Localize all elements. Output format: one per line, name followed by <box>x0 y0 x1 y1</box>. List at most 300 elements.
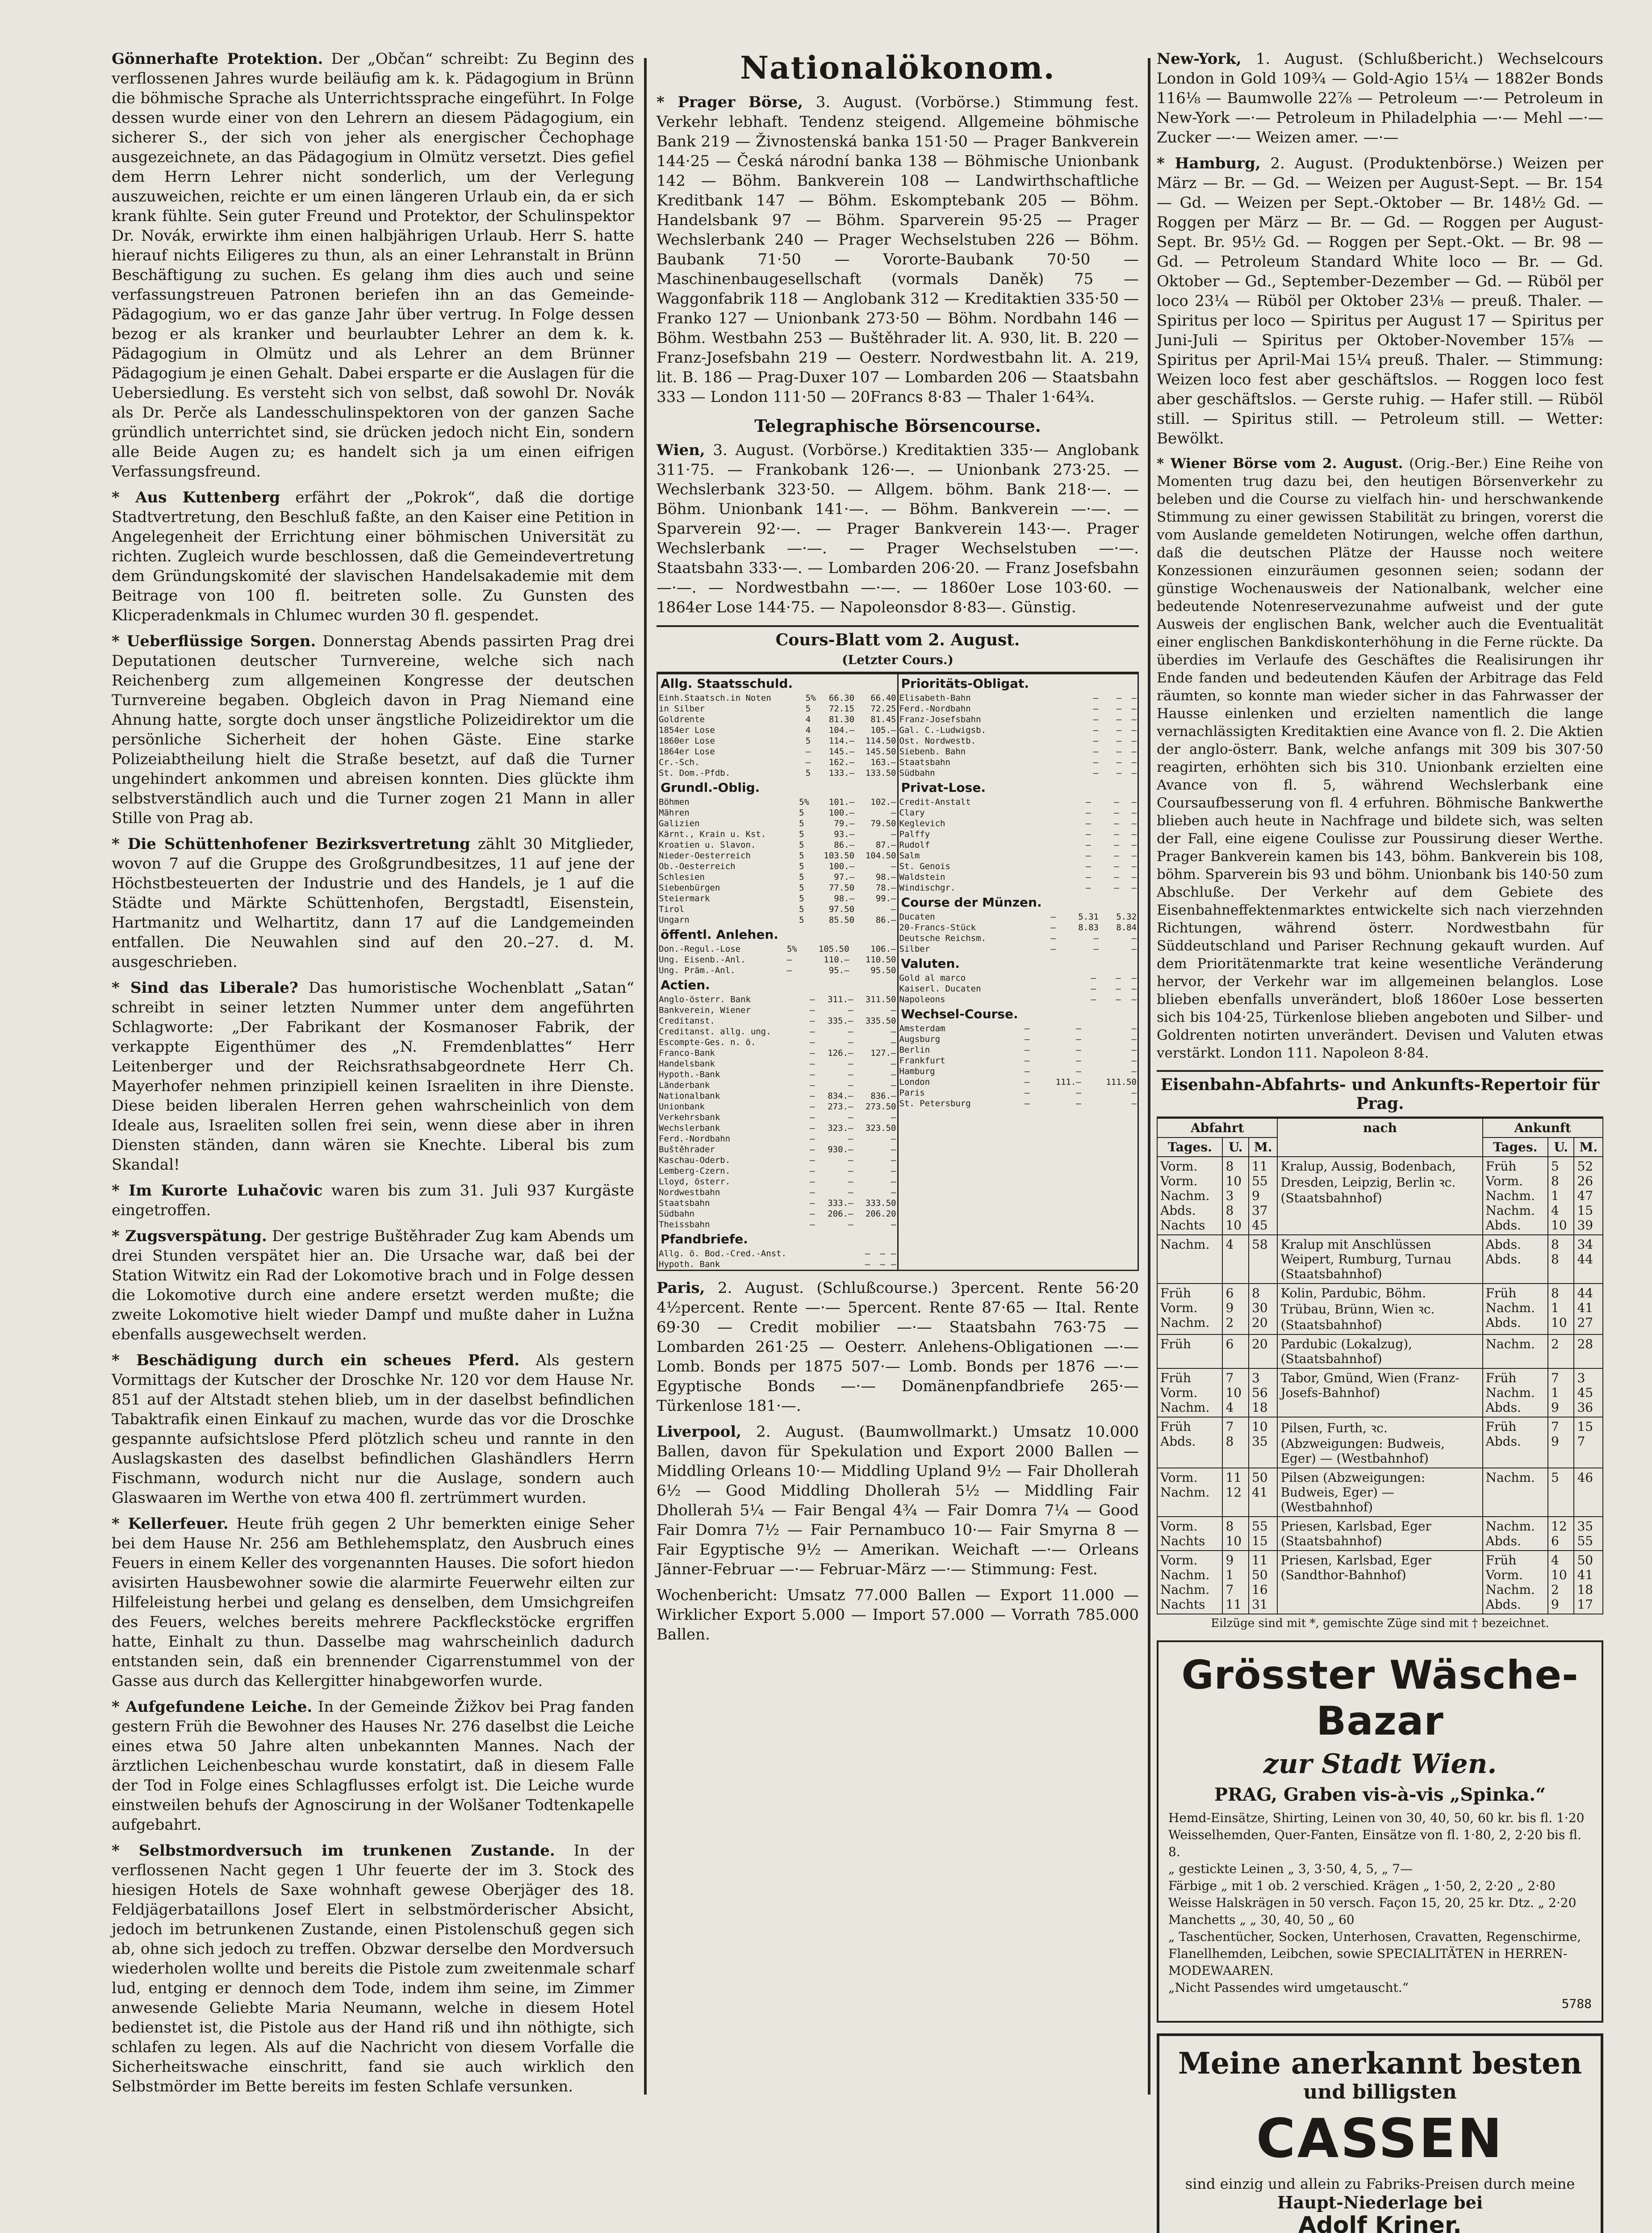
table-row <box>658 1176 897 1187</box>
rate-interest: — <box>810 1112 815 1122</box>
rate-ask: 86.— <box>875 915 896 925</box>
rate-interest: — <box>1086 808 1091 818</box>
table-row <box>658 1155 897 1166</box>
rate-interest: 5 <box>805 704 811 714</box>
arr-hour-value: 1 <box>1551 1188 1559 1203</box>
rate-name: Länderbank <box>659 1080 710 1090</box>
arr-minute <box>1574 1235 1603 1284</box>
rate-ask: — <box>891 1080 896 1090</box>
rate-name: Theissbahn <box>659 1220 710 1229</box>
rate-name: Ferd.-Nordbahn <box>899 704 971 714</box>
rate-ask: — <box>891 1220 896 1229</box>
rate-name: Anglo-österr. Bank <box>659 995 751 1004</box>
rate-ask: 72.25 <box>870 704 896 714</box>
article <box>112 488 634 625</box>
arr-day-value: Früh <box>1485 1371 1517 1385</box>
rate-interest: 5 <box>799 894 804 903</box>
rate-interest: — <box>1024 1077 1030 1087</box>
rate-interest: 5% <box>786 944 797 954</box>
table-row <box>658 1208 897 1219</box>
rate-ask: 81.45 <box>870 715 896 724</box>
route: Pilsen, Furth, ꝛc. (Abzweigungen: Budweis, Eger) — (Westbahnhof) <box>1277 1417 1482 1468</box>
rate-bid: — <box>848 1177 853 1187</box>
rate-ask: — <box>1131 768 1137 778</box>
rate-group-table <box>658 944 897 976</box>
rate-ask: — <box>1131 693 1137 703</box>
rate-bid: 335.— <box>828 1016 853 1026</box>
article-title: * Zugsverspätung. <box>112 1227 267 1245</box>
dep-hour-value: 10 <box>1225 1385 1242 1400</box>
table-row <box>658 1069 897 1080</box>
train-row <box>1157 1368 1603 1417</box>
arr-day-value: Vorm. <box>1485 1568 1523 1582</box>
dep-day-value: Nachm. <box>1160 1582 1210 1597</box>
table-row <box>658 1091 897 1101</box>
table-row <box>899 1055 1138 1066</box>
article-title: * Kellerfeuer. <box>112 1515 229 1533</box>
rate-interest: 4 <box>805 715 811 724</box>
rate-bid: 104.— <box>828 725 855 735</box>
route: Priesen, Karlsbad, Eger (Sandthor-Bahnhof) <box>1277 1551 1482 1614</box>
arr-day <box>1483 1284 1548 1334</box>
column-economy <box>657 49 1139 1651</box>
arr-hour-value: 10 <box>1551 1218 1567 1233</box>
newyork-report: New-York, 1. August. (Schlußbericht.) Wechselcours London in Gold 109¾ — Gold-Agio 15¼ — 1882er Bonds 116⅛ — Baumwolle 22⅞ — Petroleum —·— Petroleum in New-York —·— Petroleum in Philadelphia —·— Mehl —·— Zucker —·— Weizen amer. —·— <box>1157 50 1603 146</box>
rate-ask: — <box>1131 883 1137 893</box>
train-row <box>1157 1468 1603 1517</box>
rate-interest: — <box>810 1048 815 1058</box>
rate-ask: — <box>1131 995 1137 1004</box>
dep-hour-value: 9 <box>1225 1300 1234 1315</box>
rate-interest: 5 <box>799 808 804 818</box>
table-row <box>899 829 1138 840</box>
rate-name: Keglevich <box>899 819 945 828</box>
table-row <box>658 1037 897 1048</box>
dep-hour-value: 9 <box>1225 1553 1234 1568</box>
arr-day-value: Früh <box>1485 1419 1517 1434</box>
dep-hour <box>1222 1368 1248 1417</box>
rate-ask: — <box>891 1249 896 1259</box>
rate-interest: — <box>810 1220 815 1229</box>
rate-ask: — <box>1131 1099 1137 1108</box>
ad-name: Adolf Kriner. <box>1298 2212 1462 2233</box>
dep-hour <box>1222 1417 1248 1468</box>
dep-minute-value: 20 <box>1251 1315 1268 1330</box>
article <box>112 631 634 828</box>
header-day: Tages. <box>1157 1137 1222 1157</box>
table-row <box>658 1101 897 1112</box>
rate-name: Schlesien <box>659 872 705 882</box>
rate-ask: 102.— <box>870 797 896 807</box>
rate-interest: — <box>1093 768 1099 778</box>
arr-minute-value: 50 <box>1577 1553 1593 1568</box>
table-row <box>899 797 1138 807</box>
rate-bid: 111.— <box>1055 1077 1081 1087</box>
train-row <box>1157 1517 1603 1551</box>
rate-bid: 145.— <box>828 747 855 757</box>
arr-day-value: Nachm. <box>1485 1519 1535 1534</box>
dep-day <box>1157 1334 1222 1368</box>
rate-ask: — <box>1131 715 1137 724</box>
rate-bid: — <box>1114 840 1119 850</box>
rate-name: St. Genois <box>899 861 950 871</box>
rate-bid: — <box>1114 883 1119 893</box>
arr-day-value: Nachm. <box>1485 1300 1535 1315</box>
column-local-news <box>112 49 634 2103</box>
rate-interest: — <box>1050 944 1056 954</box>
rate-ask: — <box>891 1059 896 1069</box>
rate-name: Hypoth.-Bank <box>659 1070 720 1079</box>
table-row <box>658 714 897 725</box>
arr-minute <box>1574 1284 1603 1334</box>
arr-minute-value: 47 <box>1577 1188 1593 1203</box>
rate-name: Palffy <box>899 829 930 839</box>
article-text: erfährt der „Pokrok“, daß die dortige Stadtvertretung, den Beschluß faßte, an den Kaiser eine Petition in Angelegenheit der Errichtung einer böhmischen Universität zu richten. Zugleich wurde beschlossen, daß die Gemeindevertretung dem Gründungskomité der slavischen Handelsakademie mit dem Beitrage von 100 fl. beitreten solle. Zu Gunsten des Klicperadenkmals in Chlumec wurden 30 fl. gespendet. <box>112 489 634 624</box>
rate-name: Mähren <box>659 808 690 818</box>
dep-hour-value: 3 <box>1225 1188 1234 1203</box>
rate-interest: — <box>1086 840 1091 850</box>
rate-bid: 95.— <box>828 966 849 975</box>
rate-bid: — <box>848 1166 853 1176</box>
arr-hour-value: 8 <box>1551 1286 1559 1300</box>
rate-name: Gold al marco <box>899 973 966 983</box>
rate-interest: 5 <box>805 736 811 746</box>
rate-interest: — <box>810 1209 815 1219</box>
rate-interest: — <box>810 995 815 1004</box>
rate-ask: 836.— <box>870 1091 896 1101</box>
table-row <box>899 725 1138 736</box>
rate-name: Lloyd, österr. <box>659 1177 731 1187</box>
arr-minute-value: 39 <box>1577 1218 1593 1233</box>
rate-group-title: Grundl.-Oblig. <box>661 780 760 795</box>
dep-day-value: Vorm. <box>1160 1159 1198 1174</box>
dep-hour-value: 4 <box>1225 1400 1234 1415</box>
rate-name: Paris <box>899 1088 925 1098</box>
dep-hour-value: 11 <box>1225 1470 1242 1485</box>
rate-interest: — <box>1093 747 1099 757</box>
arr-minute <box>1574 1157 1603 1235</box>
rate-bid: — <box>1114 872 1119 882</box>
dep-hour <box>1222 1551 1248 1614</box>
arr-day-value: Nachm. <box>1485 1470 1535 1485</box>
arr-day-value: Nachm. <box>1485 1188 1535 1203</box>
rate-ask: 87.— <box>875 840 896 850</box>
rate-ask: 333.50 <box>865 1198 896 1208</box>
arr-day <box>1483 1517 1548 1551</box>
rate-group-table <box>899 973 1138 1005</box>
arr-hour <box>1548 1334 1574 1368</box>
rate-bid: — <box>1116 725 1122 735</box>
rate-interest: 5% <box>799 797 809 807</box>
arr-day-value: Nachm. <box>1485 1337 1535 1351</box>
dep-day <box>1157 1157 1222 1235</box>
rate-name: Allg. ö. Bod.-Cred.-Anst. <box>659 1249 786 1259</box>
rate-group-title: Pfandbriefe. <box>661 1232 748 1246</box>
rate-interest: 5 <box>799 872 804 882</box>
rate-interest: — <box>1024 1034 1030 1044</box>
rate-ask: 79.50 <box>870 819 896 828</box>
arr-day <box>1483 1551 1548 1614</box>
arr-day <box>1483 1368 1548 1417</box>
rate-bid: — <box>1116 768 1122 778</box>
rate-bid: 86.— <box>834 840 855 850</box>
rate-ask: — <box>1131 851 1137 861</box>
rate-name: 1860er Lose <box>659 736 715 746</box>
rate-ask: — <box>1131 840 1137 850</box>
rate-name: Escompte-Ges. n. ö. <box>659 1037 756 1047</box>
arr-day-value: Nachm. <box>1485 1385 1535 1400</box>
arr-hour-value: 9 <box>1551 1434 1559 1449</box>
arr-hour-value: 4 <box>1551 1203 1559 1218</box>
rate-ask: 206.20 <box>865 1209 896 1219</box>
rate-interest: — <box>810 1005 815 1015</box>
dep-minute-value: 56 <box>1251 1385 1268 1400</box>
arr-hour-value: 12 <box>1551 1519 1567 1534</box>
arr-day-value: Abds. <box>1485 1252 1521 1267</box>
rate-name: Franco-Bank <box>659 1048 715 1058</box>
table-row <box>658 954 897 965</box>
dep-minute <box>1249 1468 1277 1517</box>
article-text: Der „Občan“ schreibt: Zu Beginn des verflossenen Jahres wurde beiläufig am k. k. Pädagogium in Brünn die böhmische Sprache als Unterrichtssprache eingeführt. In Folge dessen wurde einer von den Lehrern an diesem Pädagogium, ein sicherer S., der sich von jeher als energischer Čechophage ausgezeichnete, an das Pädagogium in Olmütz versetzt. Dies gefiel dem Herrn Lehrer nicht sonderlich, um der Verlegung auszuweichen, reichte er um einen längeren Urlaub ein, da er sich krank fühlte. Sein guter Freund und Protektor, der Schulinspektor Dr. Novák, erwirkte ihm einen halbjährigen Urlaub. Herr S. hatte hierauf nichts Eiligeres zu thun, als an einer Lehranstalt in Brünn Beschäftigung zu suchen. Es gelang ihm dies auch und seine verfassungstreuen Patronen beriefen ihn an das Gemeinde-Pädagogium, wo er das ganze Jahr über vertrug. In Folge dessen bezog er als kranker und beurlaubter Lehrer an dem k. k. Pädagogium in Olmütz und als Lehrer an dem Brünner Pädagogium je einen Gehalt. Dabei ersparte er die Auslagen für die Uebersiedlung. Es versteht sich von selbst, daß sowohl Dr. Novák als Dr. Perče als Landesschulinspektoren von der ganzen Sache gründlich unterrichtet sind, sie drücken jedoch nicht Ein, sondern alle Beide Augen zu; es handelt sich ja um einen eifrigen Verfassungsfreund. <box>112 50 635 481</box>
dep-hour-value: 7 <box>1225 1419 1234 1434</box>
arr-day-value: Abds. <box>1485 1237 1521 1252</box>
article <box>112 1226 634 1344</box>
rate-name: Frankfurt <box>899 1056 945 1066</box>
arr-minute-value: 45 <box>1577 1385 1593 1400</box>
train-row <box>1157 1417 1603 1468</box>
rate-bid: 98.— <box>834 894 855 903</box>
table-row <box>658 915 897 925</box>
rate-interest: — <box>810 1188 815 1197</box>
rate-name: Goldrente <box>659 715 705 724</box>
arr-hour <box>1548 1284 1574 1334</box>
rate-name: Hypoth. Bank <box>659 1259 720 1269</box>
rate-bid: 114.— <box>828 736 855 746</box>
table-row <box>658 840 897 850</box>
dep-day-value: Abds. <box>1160 1434 1196 1449</box>
rate-name: Galizien <box>659 819 700 828</box>
rate-bid: — <box>1116 747 1122 757</box>
dep-minute-value: 16 <box>1251 1582 1268 1597</box>
article <box>112 1351 634 1508</box>
table-row <box>658 1187 897 1198</box>
arr-hour-value: 5 <box>1551 1470 1559 1485</box>
route: Priesen, Karlsbad, Eger (Staatsbahnhof) <box>1277 1517 1482 1551</box>
dep-day <box>1157 1551 1222 1614</box>
arr-day-value: Früh <box>1485 1286 1517 1300</box>
arr-day-value: Abds. <box>1485 1534 1521 1548</box>
rate-interest: 5 <box>799 904 804 914</box>
dep-hour-value: 10 <box>1225 1174 1242 1188</box>
arr-hour-value: 7 <box>1551 1419 1559 1434</box>
rate-ask: — <box>891 861 896 871</box>
arr-minute-value: 41 <box>1577 1568 1593 1582</box>
rate-group-title: Wechsel-Course. <box>901 1007 1018 1021</box>
rate-ask: 323.50 <box>865 1123 896 1133</box>
dep-minute-value: 30 <box>1251 1300 1268 1315</box>
table-row <box>899 693 1138 703</box>
table-row <box>658 807 897 818</box>
table-row <box>899 850 1138 861</box>
article-text: zählt 30 Mitglieder, wovon 7 auf die Gruppe des Großgrundbesitzes, 11 auf jene der Höchstbesteuerten der Industrie und des Handels, je 1 auf die Städte und Märkte Schüttenhofen, Bergstadtl, Eisenstein, Hartmanitz und Welhartitz, dann 17 auf die Landgemeinden entfallen. Die Neuwahlen sind auf den 20.–27. d. M. ausgeschrieben. <box>112 835 634 971</box>
arr-minute <box>1574 1368 1603 1417</box>
rate-ask: 104.50 <box>865 851 896 861</box>
rate-group-title: Prioritäts-Obligat. <box>901 676 1029 691</box>
arr-minute-value: 44 <box>1577 1252 1593 1267</box>
arr-hour-value: 4 <box>1551 1553 1559 1568</box>
table-row <box>899 882 1138 893</box>
article-text: Donnerstag Abends passirten Prag drei Deputationen deutscher Turnvereine, welche sich nach Reichenberg zum allgemeinen Kongresse der deutschen Turnvereine begaben. Obgleich davon in Prag Niemand eine Ahnung hatte, sorgte doch unser ängstliche Polizeidirektor um die persönliche Sicherheit der hohen Gäste. Eine starke Polizeiabtheilung hielt die Straße besetzt, auf daß die Turner ungehindert ankommen und abreisen konnten. Dies glückte ihm selbstverständlich auch und die Turner zogen 21 Mann in aller Stille von Prag ab. <box>112 632 634 827</box>
dep-minute-value: 50 <box>1251 1470 1268 1485</box>
rate-name: Salm <box>899 851 920 861</box>
rate-ask: — <box>1131 1024 1137 1033</box>
rate-name: Creditanst. <box>659 1016 715 1026</box>
article <box>112 1514 634 1691</box>
prague-exchange: * Prager Börse, 3. August. (Vorbörse.) Stimmung fest. Verkehr lebhaft. Tendenz steigend. Allgemeine böhmische Bank 219 — Živnostenská banka 151·50 — Prager Bankverein 144·25 — Česká národní banka 138 — Böhmische Unionbank 142 — Böhm. Bankverein 108 — Landwirthschaftliche Kreditbank 147 — Böhm. Eskomptebank 205 — Böhm. Handelsbank 97 — Böhm. Sparverein 95·25 — Prager Wechslerbank 240 — Prager Wechselstuben 226 — Böhm. Baubank 71·50 — Vororte-Baubank 70·50 — Maschinenbaugesellschaft (vormals Daněk) 75 — Waggonfabrik 118 — Anglobank 312 — Kreditaktien 335·50 — Franko 127 — Unionbank 273·50 — Böhm. Nordbahn 146 — Böhm. Westbahn 253 — Buštěhrader lit. A. 930, lit. B. 220 — Franz-Josefsbahn 219 — Oesterr. Nordwestbahn lit. A. 219, lit. B. 186 — Prag-Duxer 107 — Lombarden 206 — Staatsbahn 333 — London 111·50 — 20Francs 8·83 — Thaler 1·64¾. <box>657 93 1139 406</box>
dep-hour-value: 6 <box>1225 1286 1234 1300</box>
rate-interest: 5 <box>799 840 804 850</box>
dep-minute <box>1249 1334 1277 1368</box>
table-row <box>658 1219 897 1230</box>
rate-ask: — <box>1131 944 1137 954</box>
rate-interest: 5 <box>799 851 804 861</box>
article-title: * Beschädigung durch ein scheues Pferd. <box>112 1351 520 1369</box>
arr-hour-value: 8 <box>1551 1237 1559 1252</box>
rate-interest: 5 <box>799 819 804 828</box>
dep-minute-value: 10 <box>1251 1419 1268 1434</box>
rate-ask: — <box>1131 736 1137 746</box>
rate-interest: — <box>810 1155 815 1165</box>
telegraph-title: Telegraphische Börsencourse. <box>754 416 1041 436</box>
ad-line: Weisselhemden, Quer-Fanten, Einsätze von fl. 1·80, 2, 2·20 bis fl. 8. <box>1168 1827 1581 1859</box>
rate-ask: — <box>891 904 896 914</box>
train-schedule <box>1157 1118 1603 1614</box>
table-row <box>899 922 1138 933</box>
table-row <box>899 994 1138 1005</box>
cours-blatt-table <box>657 673 1139 1271</box>
rate-name: London <box>899 1077 930 1087</box>
rate-name: in Silber <box>659 704 705 714</box>
ad-line: Manchetts „ „ 30, 40, 50 „ 60 <box>1168 1912 1355 1927</box>
ad-lines <box>1168 1810 1592 1996</box>
dep-minute-value: 9 <box>1251 1188 1260 1203</box>
table-row <box>899 1077 1138 1087</box>
route: Kralup, Aussig, Bodenbach, Dresden, Leipzig, Berlin ꝛc. (Staatsbahnhof) <box>1277 1157 1482 1235</box>
dep-minute <box>1249 1284 1277 1334</box>
rate-bid: — <box>1114 829 1119 839</box>
dep-day-value: Vorm. <box>1160 1174 1198 1188</box>
rate-group-table <box>899 1023 1138 1109</box>
rate-name: Cr.-Sch. <box>659 757 700 767</box>
rate-interest: 5 <box>805 768 811 778</box>
rate-interest: — <box>865 1249 870 1259</box>
rate-ask: — <box>1131 1088 1137 1098</box>
rate-name: Kaiserl. Ducaten <box>899 984 981 994</box>
column-divider <box>1148 58 1150 2095</box>
arr-hour-value: 6 <box>1551 1534 1559 1548</box>
table-row <box>658 1198 897 1208</box>
rate-ask: — <box>1131 1066 1137 1076</box>
dep-minute <box>1249 1551 1277 1614</box>
rate-name: Nationalbank <box>659 1091 720 1101</box>
table-row <box>658 1048 897 1058</box>
dep-day-value: Nachm. <box>1160 1315 1210 1330</box>
article-title: * Aus Kuttenberg <box>112 489 280 506</box>
arr-hour <box>1548 1157 1574 1235</box>
rate-bid: 81.30 <box>828 715 855 724</box>
rate-interest: — <box>1091 973 1096 983</box>
dep-hour <box>1222 1235 1248 1284</box>
dep-minute-value: 15 <box>1251 1534 1268 1548</box>
rate-interest: — <box>1093 704 1099 714</box>
rate-interest: — <box>865 1259 870 1269</box>
train-row <box>1157 1551 1603 1614</box>
rate-bid: — <box>1076 1024 1081 1033</box>
arr-hour-value: 8 <box>1551 1252 1559 1267</box>
weekly-report: Wochenbericht: Umsatz 77.000 Ballen — Export 11.000 — Wirklicher Export 5.000 — Import 57.000 — Vorrath 785.000 Ballen. <box>657 1586 1139 1643</box>
rate-bid: — <box>1116 757 1122 767</box>
dep-hour <box>1222 1334 1248 1368</box>
rate-bid: 110.— <box>824 955 849 965</box>
rate-ask: — <box>891 1177 896 1187</box>
rate-interest: — <box>805 747 811 757</box>
table-row <box>899 944 1138 954</box>
arr-minute-value: 35 <box>1577 1519 1593 1534</box>
rate-bid: 79.— <box>834 819 855 828</box>
arr-hour <box>1548 1517 1574 1551</box>
rate-ask: 127.— <box>870 1048 896 1058</box>
rate-interest: — <box>1050 912 1056 922</box>
table-row <box>658 797 897 807</box>
rate-name: 1864er Lose <box>659 747 715 757</box>
article-title: * Sind das Liberale? <box>112 979 298 997</box>
rate-interest: — <box>1024 1056 1030 1066</box>
rate-ask: 335.50 <box>865 1016 896 1026</box>
ad-waesche-bazar <box>1157 1640 1603 2023</box>
rate-bid: — <box>1116 736 1122 746</box>
rate-name: Staatsbahn <box>659 1198 710 1208</box>
table-row <box>899 757 1138 768</box>
dep-day-value: Vorm. <box>1160 1553 1198 1568</box>
table-row <box>899 933 1138 944</box>
dep-minute-value: 55 <box>1251 1519 1268 1534</box>
rate-bid: 66.30 <box>828 693 855 703</box>
arr-hour <box>1548 1551 1574 1614</box>
vienna-report: * Wiener Börse vom 2. August. (Orig.-Ber.) Eine Reihe von Momenten trug dazu bei, den heutigen Börsenverkehr zu beleben und die Course zu vielfach hin- und herschwankende Stimmung zu einer gewissen Stabilität zu bringen, vorerst die vom Auslande gemeldeten Notirungen, welche offen darthun, daß die deutschen Plätze der Hausse noch weitere Konzessionen einzuräumen gesonnen seien; sodann der günstige Wochenausweis der Nationalbank, welcher eine bedeutende Notenreservezunahme aufweist und der gute Ausweis der englischen Bank, welcher auch die Eventualität einer englischen Bankdiskonterhöhung in die Ferne rückte. Da überdies im Verlaufe des Geschäftes die Realisirungen ihr Ende fanden und bedeutenden Käufen der Arbitrage das Feld räumten, so konnte man wieder sicher in das Fahrwasser der Hausse einlenken und erzielten namentlich die lange vernachlässigten Kreditaktien eine Avance von fl. 2. Die Aktien der anglo-österr. Bank, welche anfangs mit 309 bis 307·50 reagirten, erhöhten sich bis 310. Unionbank erzielten eine Avance von fl. 5, während Wechslerbank eine Coursaufbesserung von fl. 4 erfuhren. Böhmische Bankwerthe blieben auch heute in Nachfrage und bildete sich, was selten der Fall, eine eigene Coulisse zur Poussirung dieser Werthe. Prager Bankverein kamen bis 143, böhm. Bankverein bis 108, böhm. Sparverein bis 93 und böhm. Unionbank bis 140·50 zum Abschluße. Der Verkehr auf dem Gebiete des Eisenbahneffektenmarktes entwickelte sich nach vierzehnden Richtungen, während österr. Nordwestbahn für Süddeutschland und Pariser Rechnung gekauft wurden. Auf dem Prioritätenmarkte trat keine wesentliche Veränderung hervor, der Verkehr war im allgemeinen belanglos. Lose blieben ebenfalls unverändert, bloß 1860er Lose besserten sich bis 104·25, Türkenlose blieben angeboten und Silber- und Goldrenten notirten unverändert. Devisen und Valuten etwas verstärkt. London 111. Napoleon 8·84. <box>1157 456 1603 1061</box>
table-row <box>899 1045 1138 1055</box>
rate-name: Augsburg <box>899 1034 941 1044</box>
rate-bid: — <box>1116 704 1122 714</box>
dep-day <box>1157 1368 1222 1417</box>
rate-group-title: Privat-Lose. <box>901 780 986 795</box>
dep-minute-value: 11 <box>1251 1553 1268 1568</box>
arr-day-value: Früh <box>1485 1553 1517 1568</box>
article-text: Das humoristische Wochenblatt „Satan“ schreibt in seiner letzten Nummer unter dem angeführten Schlagworte: „Der Fabrikant der Kosmanoser Fabrik, der verkappte Eigenthümer des „N. Fremdenblattes“ Herr Leitenberger und der Reichsrathsabgeordnete Herr Ch. Mayerhofer nehmen prinzipiell keinen Israeliten in ihre Dienste. Diese beiden liberalen Herren gehen wahrscheinlich von dem Ideale aus, Israeliten sollen frei sein, wenn diese aber in ihren Diensten ständen, dann wären sie Knechte. Liberal bis zum Skandal! <box>112 979 635 1174</box>
rate-name: Verkehrsbank <box>659 1112 720 1122</box>
ad-number: 5788 <box>1561 1996 1592 2011</box>
rate-name: Tirol <box>659 904 685 914</box>
rate-interest: — <box>810 1198 815 1208</box>
rate-interest: — <box>810 1177 815 1187</box>
table-row <box>899 983 1138 994</box>
rate-name: Südbahn <box>899 768 935 778</box>
dep-day-value: Nachm. <box>1160 1188 1210 1203</box>
rate-bid: — <box>848 1112 853 1122</box>
arr-minute <box>1574 1334 1603 1368</box>
rate-ask: 66.40 <box>870 693 896 703</box>
ad-line: „ Taschentücher, Socken, Unterhosen, Cravatten, Regenschirme, Flanellhemden, Leibchen, sowie SPECIALITÄTEN in HERREN-MODEWAAREN. <box>1168 1929 1581 1978</box>
rate-name: Napoleons <box>899 995 945 1004</box>
